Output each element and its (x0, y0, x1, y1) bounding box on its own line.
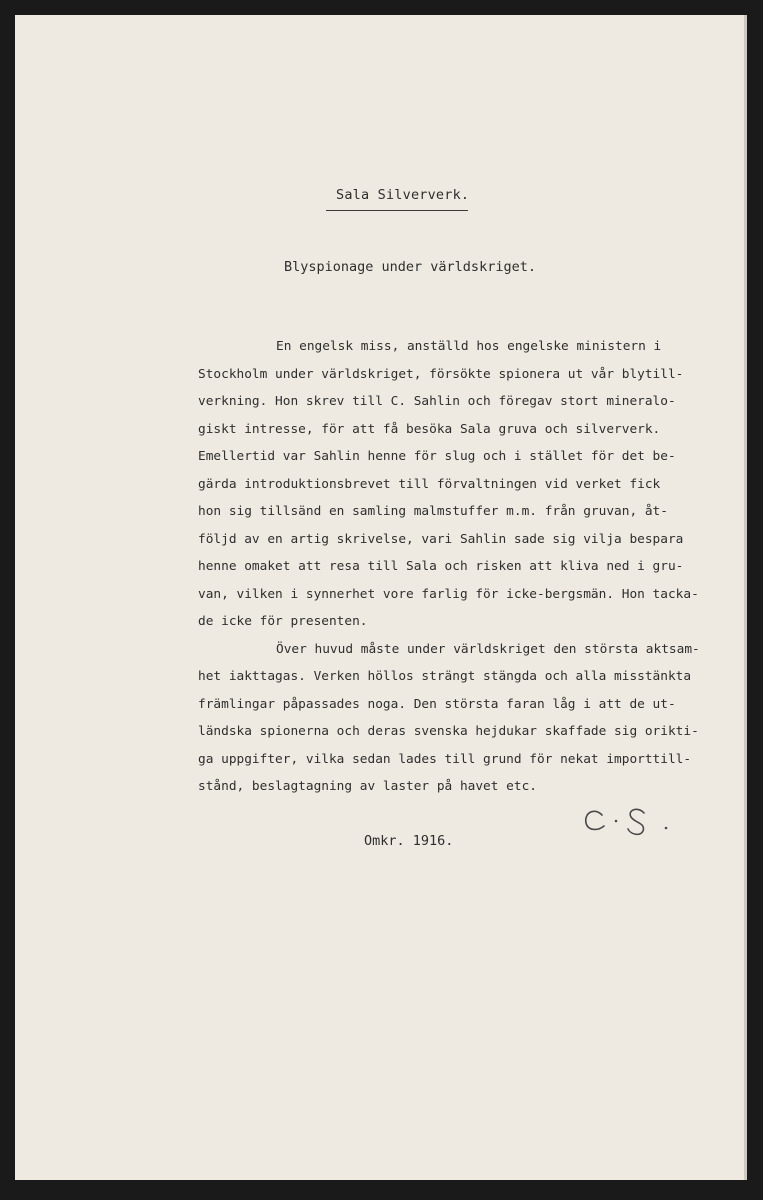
body-line: giskt intresse, för att få besöka Sala gruva och silververk. (198, 421, 661, 437)
body-line: främlingar påpassades noga. Den största faran låg i att de ut- (198, 696, 676, 712)
body-line: ga uppgifter, vilka sedan lades till grund för nekat importtill- (198, 751, 692, 767)
body-line: het iakttagas. Verken höllos strängt stängda och alla misstänkta (198, 669, 692, 684)
body-line: hon sig tillsänd en samling malmstuffer m.m. från gruvan, åt- (198, 504, 668, 519)
body-line: stånd, beslagtagning av laster på havet etc. (198, 779, 537, 794)
body-line: henne omaket att resa till Sala och risken att kliva ned i gru- (198, 559, 684, 574)
body-line: Stockholm under världskriget, försökte spionera ut vår blytill- (198, 366, 684, 382)
document-date: Omkr. 1916. (364, 833, 454, 849)
paper-edge (744, 15, 747, 1180)
body-line: verkning. Hon skrev till C. Sahlin och föregav stort mineralo- (198, 394, 676, 409)
document-subtitle: Blyspionage under världskriget. (284, 259, 536, 275)
body-line: gärda introduktionsbrevet till förvaltningen vid verket fick (198, 476, 661, 492)
body-line: Emellertid var Sahlin henne för slug och i stället för det be- (198, 449, 676, 464)
title-underline (326, 210, 468, 211)
body-line: ländska spionerna och deras svenska hejdukar skaffade sig orikti- (198, 724, 699, 739)
body-line: Över huvud måste under världskriget den största aktsam- (276, 641, 700, 657)
document-title: Sala Silververk. (336, 187, 470, 203)
handwritten-signature (580, 801, 680, 841)
body-line: En engelsk miss, anställd hos engelske ministern i (276, 339, 662, 354)
body-line: de icke för presenten. (198, 614, 368, 629)
body-line: van, vilken i synnerhet vore farlig för icke-bergsmän. Hon tacka- (198, 586, 699, 602)
body-line: följd av en artig skrivelse, vari Sahlin sade sig vilja bespara (198, 531, 684, 547)
document-body (198, 338, 738, 806)
